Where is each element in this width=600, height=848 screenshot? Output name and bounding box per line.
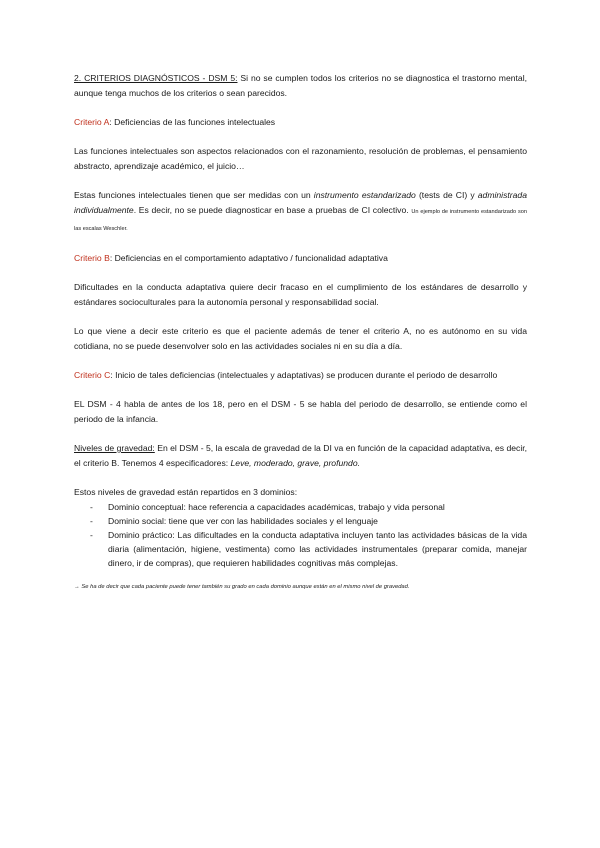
footnote: → Se ha de decir que cada paciente puede tener también su grado en cada dominio aunque están en el mismo nivel de gravedad. (74, 584, 410, 590)
criterio-a-title: : Deficiencias de las funciones intelectuales (109, 117, 276, 127)
criterio-c-paragraph-1: EL DSM - 4 habla de antes de los 18, pero en el DSM - 5 se habla del periodo de desarrollo, se entiende como el periodo de la infancia. (74, 399, 527, 424)
italic-span: administrada individualmente (74, 190, 527, 215)
criterio-a-heading (74, 115, 527, 130)
criterio-b-paragraph-1: Dificultades en la conducta adaptativa quiere decir fracaso en el cumplimiento de los estándares de desarrollo y estándares socioculturales para la autonomía personal y responsabilidad social. (74, 282, 527, 307)
text-span: En el DSM - 5, la escala de gravedad de la DI va en función de la capacidad adaptativa, es decir, el criterio B. Tenemos 4 especificadores: (74, 443, 528, 468)
dash-marker: - (90, 502, 93, 512)
criterio-b-heading (74, 251, 527, 266)
specifiers-italic: Leve, moderado, grave, profundo. (230, 458, 360, 468)
domains-list (74, 500, 527, 570)
criterio-b-title: : Deficiencias en el comportamiento adaptativo / funcionalidad adaptativa (109, 253, 388, 263)
heading-text: Si no se cumplen todos los criterios no se diagnostica el trastorno mental, aunque tenga muchos de los criterios o sean parecidos. (74, 73, 527, 98)
criterio-a-paragraph-1: Las funciones intelectuales son aspectos relacionados con el razonamiento, resolución de problemas, el pensamiento abstracto, aprendizaje académico, el juicio… (74, 146, 527, 171)
list-item-text: Dominio práctico: Las dificultades en la conducta adaptativa incluyen tanto las actividades básicas de la vida diaria (alimentación, higiene, vestimenta) como las actividades instrumentales (preparar comida, manejar dinero, ir de compras), que requieren habilidades cognitivas más complejas. (108, 530, 527, 568)
small-note: Un ejemplo de instrumento estandarizado son las escalas Weschler. (74, 209, 527, 232)
criterio-c-title: : Inicio de tales deficiencias (intelectuales y adaptativas) se producen durante el periodo de desarrollo (110, 370, 498, 380)
list-item (74, 500, 527, 514)
text-span: (tests de CI) y (415, 190, 478, 200)
niveles-label: Niveles de gravedad: (74, 443, 155, 453)
section-heading: 2. CRITERIOS DIAGNÓSTICOS - DSM 5: (74, 73, 238, 83)
list-item (74, 514, 527, 528)
niveles-paragraph (74, 441, 527, 471)
text-span: Estas funciones intelectuales tienen que ser medidas con un (74, 190, 314, 200)
criterio-b-label: Criterio B (74, 253, 110, 263)
section-heading-paragraph (74, 71, 527, 101)
list-item (74, 528, 527, 570)
dash-marker: - (90, 516, 93, 526)
criterio-a-paragraph-2 (74, 188, 527, 237)
dash-marker: - (90, 530, 93, 540)
text-span: . Es decir, no se puede diagnosticar en base a pruebas de CI colectivo. (133, 205, 412, 215)
criterio-b-paragraph-2: Lo que viene a decir este criterio es que el paciente además de tener el criterio A, no es autónomo en su vida cotidiana, no se puede desenvolver solo en las actividades sociales ni en su día a día. (74, 326, 527, 351)
criterio-c-heading (74, 368, 527, 383)
list-item-text: Dominio social: tiene que ver con las habilidades sociales y el lenguaje (108, 516, 378, 526)
criterio-a-label: Criterio A (74, 117, 110, 127)
list-item-text: Dominio conceptual: hace referencia a capacidades académicas, trabajo y vida personal (108, 502, 445, 512)
criterio-c-label: Criterio C (74, 370, 111, 380)
italic-span: instrumento estandarizado (313, 190, 416, 200)
niveles-intro: Estos niveles de gravedad están repartidos en 3 dominios: (74, 487, 298, 497)
